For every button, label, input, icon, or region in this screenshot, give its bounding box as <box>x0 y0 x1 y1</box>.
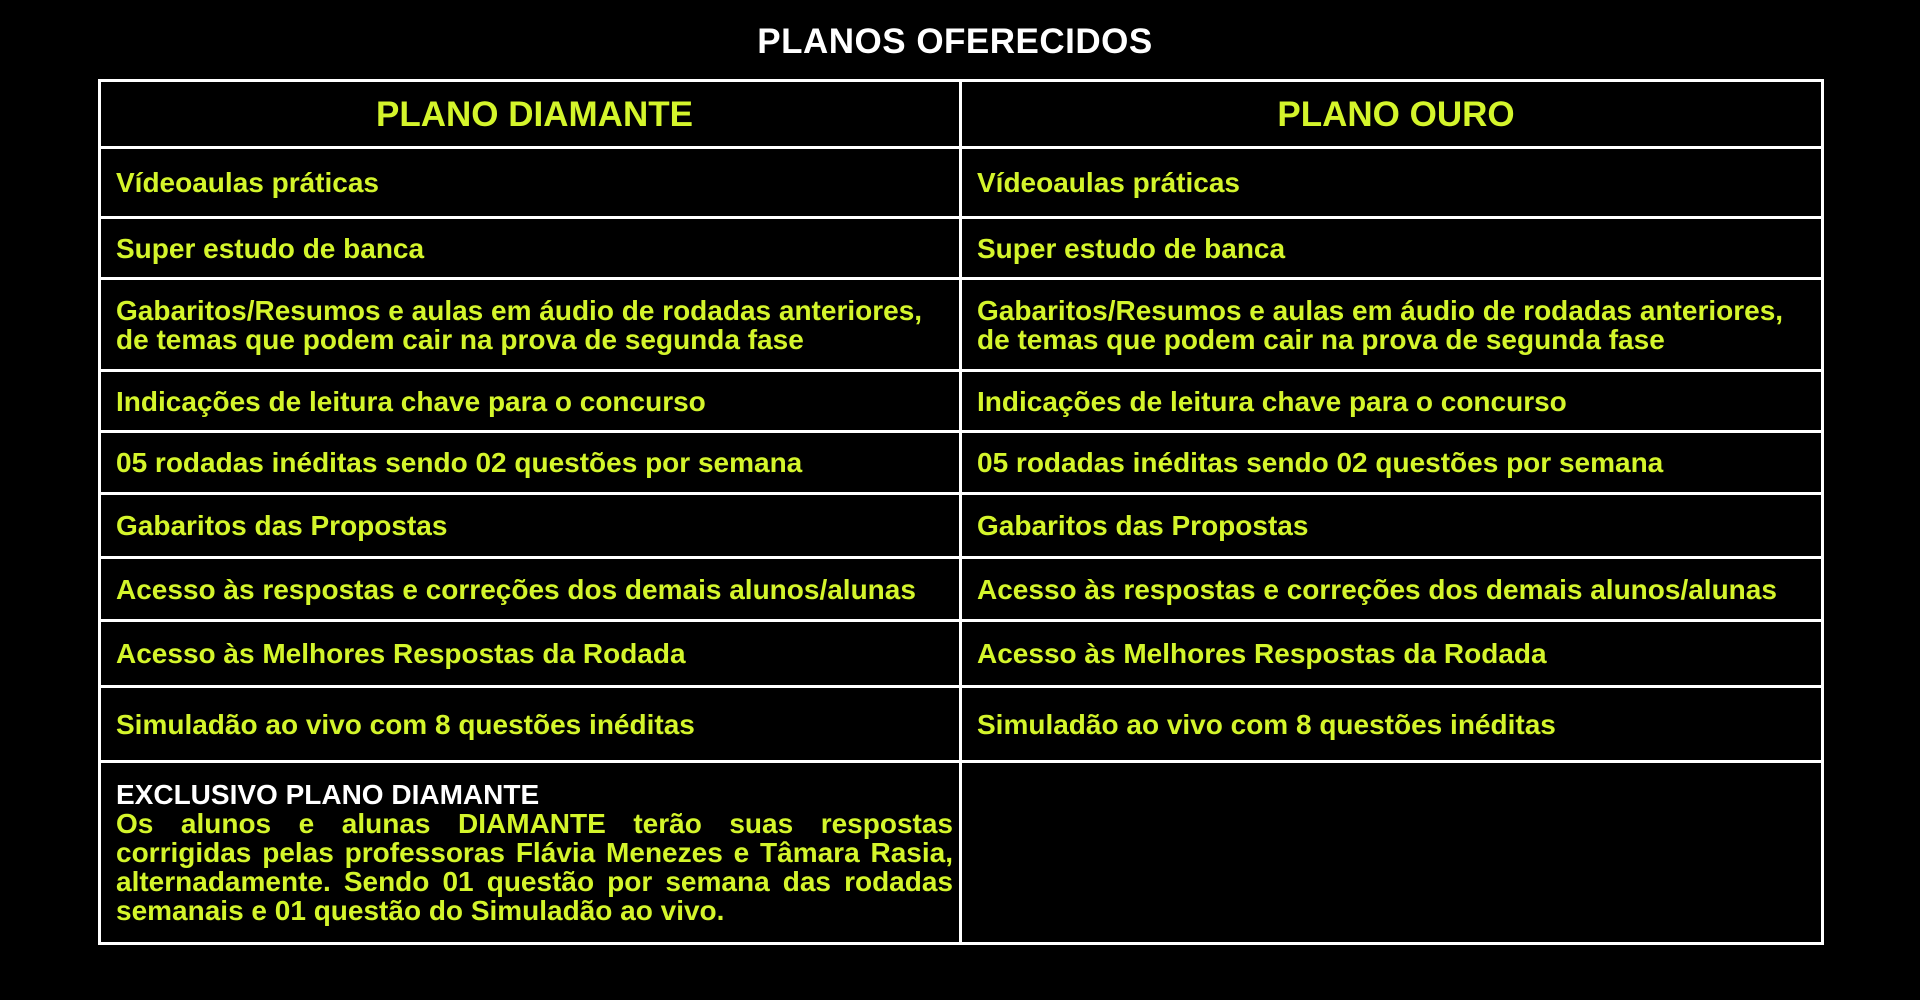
diamante-cell: Indicações de leitura chave para o concurso <box>100 371 961 432</box>
ouro-cell: Gabaritos/Resumos e aulas em áudio de rodadas anteriores, de temas que podem cair na prova de segunda fase <box>961 279 1823 371</box>
exclusive-text: Os alunos e alunas DIAMANTE terão suas respostas corrigidas pelas professoras Flávia Menezes e Tâmara Rasia, alternadamente. Sendo 01 questão por semana das rodadas semanais e 01 questão do Simuladão ao vivo. <box>116 808 953 926</box>
ouro-cell: Super estudo de banca <box>961 218 1823 279</box>
diamante-cell: Gabaritos/Resumos e aulas em áudio de rodadas anteriores, de temas que podem cair na prova de segunda fase <box>100 279 961 371</box>
table-row <box>100 218 1823 279</box>
exclusive-diamante-cell <box>100 762 961 944</box>
table-row <box>100 148 1823 218</box>
diamante-cell: Gabaritos das Propostas <box>100 494 961 558</box>
table-row <box>100 558 1823 621</box>
table-row <box>100 494 1823 558</box>
ouro-cell: Vídeoaulas práticas <box>961 148 1823 218</box>
ouro-cell: Gabaritos das Propostas <box>961 494 1823 558</box>
header-plano-diamante: PLANO DIAMANTE <box>100 81 961 148</box>
exclusive-title: EXCLUSIVO PLANO DIAMANTE <box>116 779 540 810</box>
table-row <box>100 279 1823 371</box>
ouro-cell: 05 rodadas inéditas sendo 02 questões por semana <box>961 432 1823 494</box>
ouro-cell: Indicações de leitura chave para o concurso <box>961 371 1823 432</box>
page-title: PLANOS OFERECIDOS <box>757 22 1153 61</box>
diamante-cell: Vídeoaulas práticas <box>100 148 961 218</box>
ouro-cell: Simuladão ao vivo com 8 questões inéditas <box>961 687 1823 762</box>
header-plano-ouro: PLANO OURO <box>961 81 1823 148</box>
diamante-cell: Super estudo de banca <box>100 218 961 279</box>
diamante-cell: Acesso às respostas e correções dos demais alunos/alunas <box>100 558 961 621</box>
table-row <box>100 687 1823 762</box>
exclusive-row <box>100 762 1823 944</box>
ouro-cell: Acesso às Melhores Respostas da Rodada <box>961 621 1823 687</box>
plans-table <box>98 79 1824 945</box>
diamante-cell: 05 rodadas inéditas sendo 02 questões por semana <box>100 432 961 494</box>
ouro-cell: Acesso às respostas e correções dos demais alunos/alunas <box>961 558 1823 621</box>
table-row <box>100 371 1823 432</box>
table-header-row <box>100 81 1823 148</box>
diamante-cell: Simuladão ao vivo com 8 questões inéditas <box>100 687 961 762</box>
empty-ouro-cell <box>961 762 1823 944</box>
table-row <box>100 432 1823 494</box>
table-row <box>100 621 1823 687</box>
diamante-cell: Acesso às Melhores Respostas da Rodada <box>100 621 961 687</box>
